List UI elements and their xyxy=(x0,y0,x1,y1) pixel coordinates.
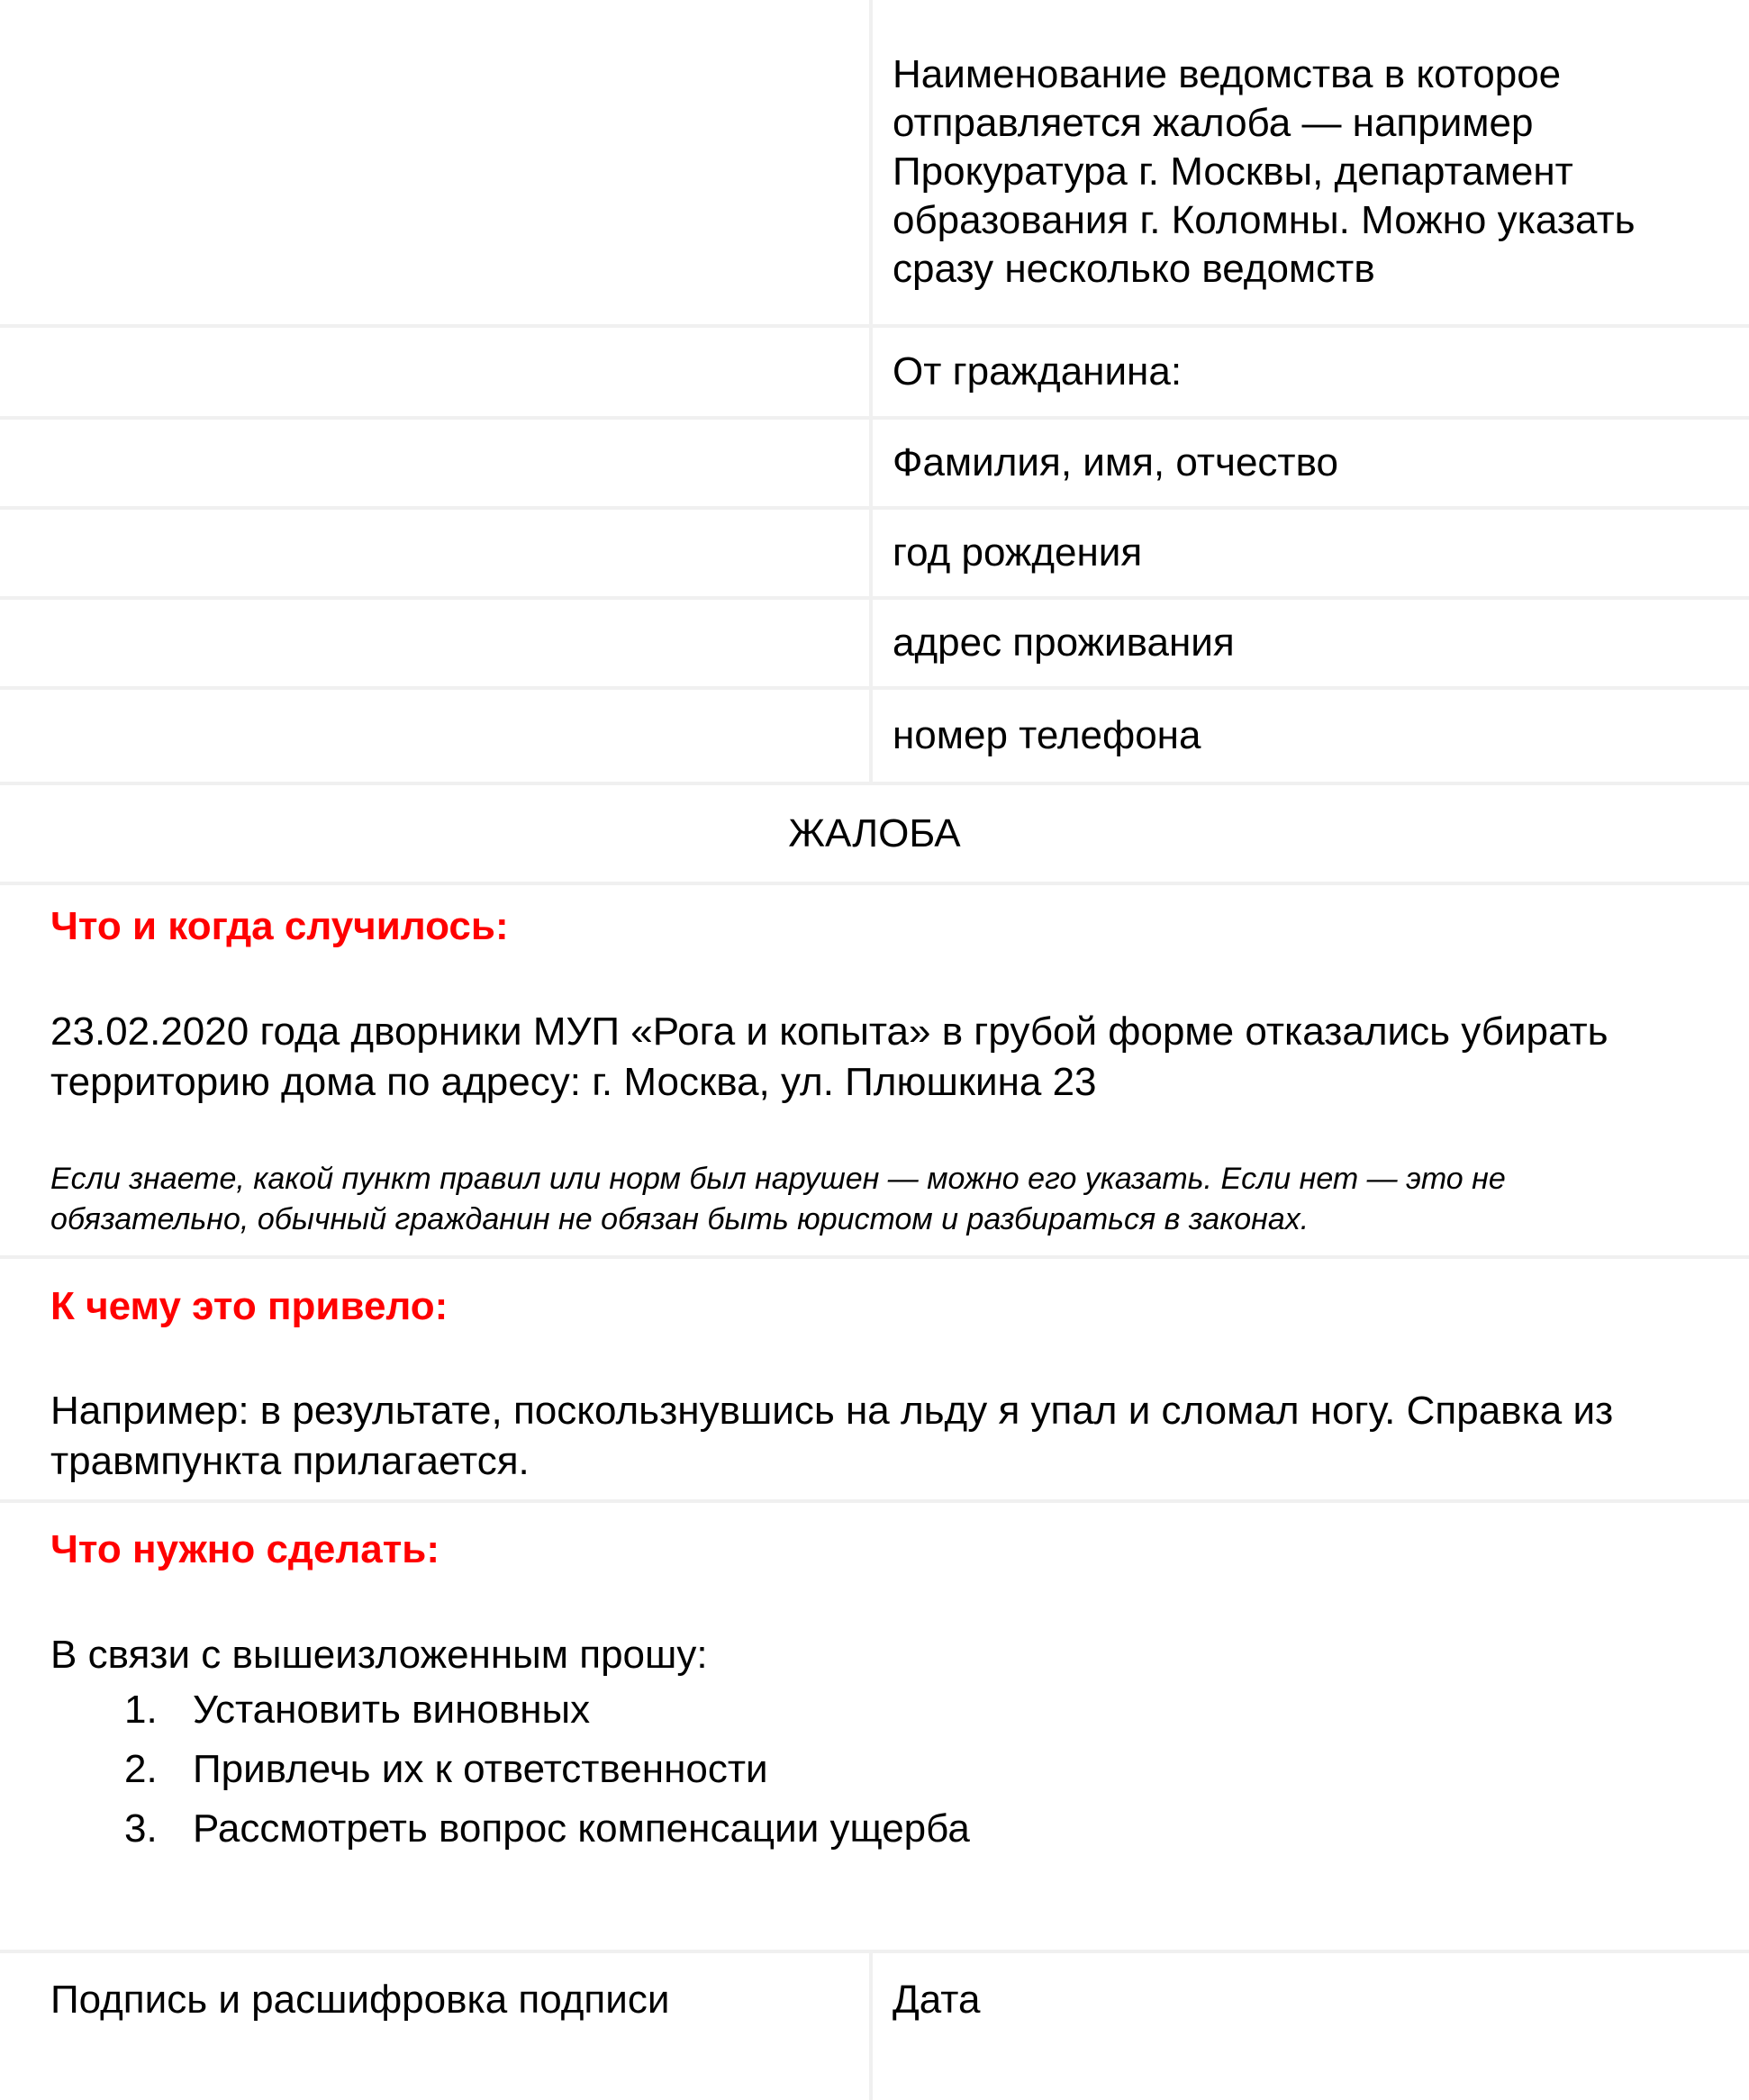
what-happened-body: 23.02.2020 года дворники МУП «Рога и копыта» в грубой форме отказались убирать территорию дома по адресу: г. Москва, ул. Плюшкина 23 xyxy=(50,1009,1609,1104)
consequences-body: Например: в результате, поскользнувшись на льду я упал и сломал ногу. Справка из травмпункта прилагается. xyxy=(50,1389,1614,1483)
signature-cell xyxy=(0,1953,873,2100)
list-item-number: 2. xyxy=(124,1747,158,1791)
phone-label: номер телефона xyxy=(893,713,1201,757)
what-happened-heading: Что и когда случилось: xyxy=(50,904,509,948)
empty-cell xyxy=(0,690,873,782)
signature-date-row xyxy=(0,1953,1749,2100)
address-label: адрес проживания xyxy=(893,620,1235,665)
header-row-phone xyxy=(0,690,1749,785)
full-name-label: Фамилия, имя, отчество xyxy=(893,440,1338,484)
signature-label: Подпись и расшифровка подписи xyxy=(50,1978,670,2022)
header-row-recipient xyxy=(0,0,1749,328)
demands-intro: В связи с вышеизложенным прошу: xyxy=(50,1633,708,1677)
demands-list xyxy=(124,1680,1699,1859)
empty-cell xyxy=(0,600,873,686)
header-row-birth-year xyxy=(0,510,1749,600)
empty-cell xyxy=(0,510,873,596)
recipient-cell xyxy=(873,0,1749,324)
list-item xyxy=(124,1680,1699,1740)
recipient-note: Наименование ведомства в которое отправляется жалоба — например Прокуратура г. Москвы, департамент образования г. Коломны. Можно указать сразу несколько ведомств xyxy=(893,52,1636,291)
document-title: ЖАЛОБА xyxy=(788,811,961,855)
list-item-number: 1. xyxy=(124,1688,158,1732)
document-title-row xyxy=(0,785,1749,885)
empty-cell xyxy=(0,328,873,416)
header-row-full-name xyxy=(0,420,1749,510)
from-citizen-cell xyxy=(873,328,1749,416)
list-item-text: Привлечь их к ответственности xyxy=(193,1747,768,1791)
section-demands xyxy=(0,1503,1749,1953)
list-item-text: Установить виновных xyxy=(193,1688,591,1732)
phone-cell xyxy=(873,690,1749,782)
section-consequences xyxy=(0,1259,1749,1503)
date-cell xyxy=(873,1953,1749,2100)
header-row-address xyxy=(0,600,1749,690)
from-citizen-label: От гражданина: xyxy=(893,349,1183,394)
recipient-empty-cell xyxy=(0,0,873,324)
what-happened-note: Если знаете, какой пункт правил или норм был нарушен — можно его указать. Если нет — это не обязательно, обычный гражданин не обязан быть юристом и разбираться в законах. xyxy=(50,1162,1506,1236)
list-item-number: 3. xyxy=(124,1806,158,1851)
birth-year-cell xyxy=(873,510,1749,596)
list-item-text: Рассмотреть вопрос компенсации ущерба xyxy=(193,1806,970,1851)
list-item xyxy=(124,1799,1699,1859)
section-what-happened xyxy=(0,885,1749,1259)
demands-heading: Что нужно сделать: xyxy=(50,1527,440,1571)
full-name-cell xyxy=(873,420,1749,506)
consequences-heading: К чему это привело: xyxy=(50,1284,449,1328)
header-row-from-citizen xyxy=(0,328,1749,420)
empty-cell xyxy=(0,420,873,506)
birth-year-label: год рождения xyxy=(893,530,1143,575)
address-cell xyxy=(873,600,1749,686)
date-label: Дата xyxy=(893,1978,981,2022)
list-item xyxy=(124,1740,1699,1799)
